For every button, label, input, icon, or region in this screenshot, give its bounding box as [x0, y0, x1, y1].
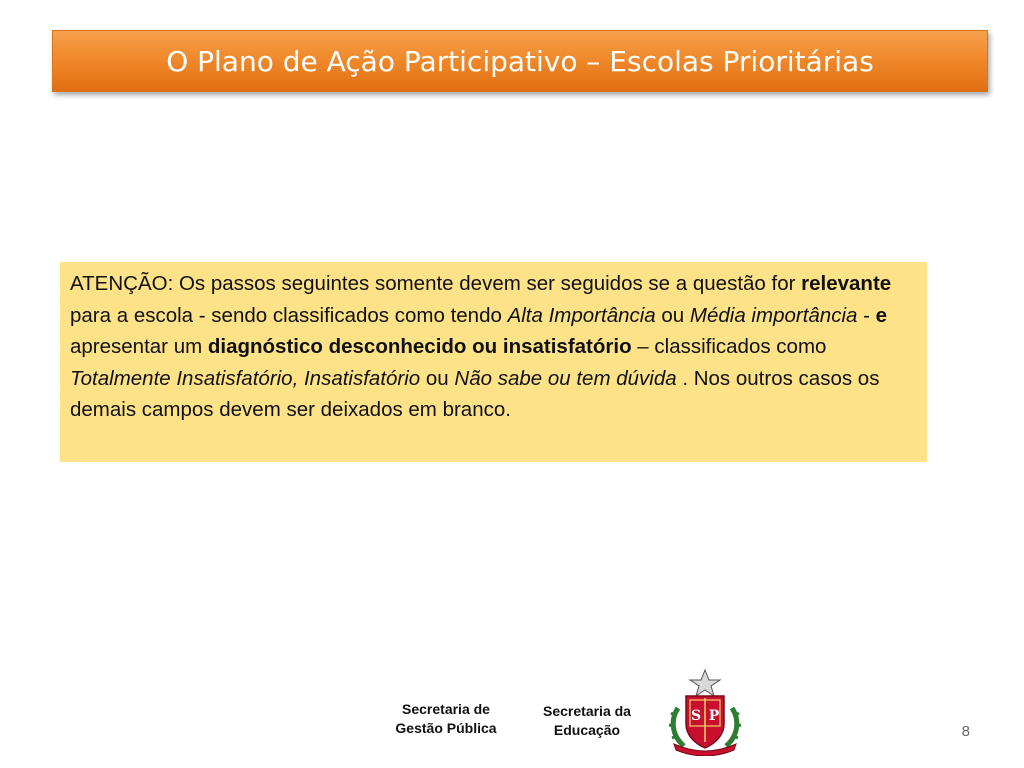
note-bold-relevante: relevante [801, 272, 892, 295]
slide-title: O Plano de Ação Participativo – Escolas Prioritárias [166, 44, 874, 78]
note-bold-e: e [875, 303, 888, 327]
footer-secretaria-educacao [526, 702, 648, 740]
seal-letter-s: S [690, 708, 702, 724]
footer-secretaria-gestao-publica [378, 700, 514, 738]
note-italic-nao-sabe: Não sabe ou tem dúvida [454, 366, 677, 390]
note-text-segment: - [857, 303, 876, 327]
note-italic-alta-importancia: Alta Importância [507, 303, 656, 327]
footer-gestao-line2: Gestão Pública [395, 720, 497, 736]
note-text-segment: ATENÇÃO: Os passos seguintes somente devem ser seguidos se a questão for [70, 272, 802, 295]
footer-educacao-line2: Educação [553, 722, 621, 738]
footer-gestao-line1: Secretaria de [402, 701, 490, 717]
seal-letter-p: P [708, 708, 720, 724]
note-italic-media-importancia: Média importância [689, 303, 858, 327]
note-bold-diagnostico: diagnóstico desconhecido ou insatisfatório [207, 335, 632, 359]
attention-note-box [60, 262, 927, 462]
footer-educacao-line1: Secretaria da [543, 703, 631, 719]
note-text-segment: para a escola - sendo classificados como tendo [70, 303, 508, 327]
page-number: 8 [961, 723, 970, 740]
note-text-segment: ou [655, 303, 690, 327]
note-text-segment: – classificados como [631, 335, 827, 359]
sao-paulo-coat-of-arms-icon [664, 668, 746, 756]
note-text-segment: ou [420, 366, 455, 390]
note-text-segment: . Nos outros casos os demais campos devem ser deixados em branco. [70, 366, 880, 422]
note-text-segment: apresentar um [70, 335, 208, 359]
attention-note-text [70, 268, 915, 426]
slide-title-bar [52, 30, 988, 92]
note-italic-insatisfatorio: Totalmente Insatisfatório, Insatisfatório [70, 366, 421, 390]
